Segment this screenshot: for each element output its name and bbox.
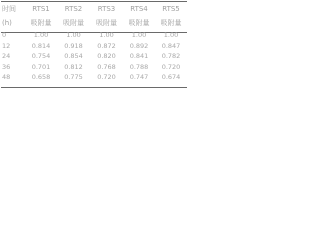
table-cell: 0.658 xyxy=(31,73,51,82)
table-cell: 0.720 xyxy=(161,62,181,71)
table-cell: 12 xyxy=(2,41,11,50)
header-cell: RTS3 xyxy=(97,5,116,13)
table-cell: 0.854 xyxy=(64,52,83,61)
table-cell: 0.720 xyxy=(97,73,116,82)
table-cell: 1.00 xyxy=(33,31,49,39)
table-cell: 1.00 xyxy=(163,31,179,39)
header-cell: (h) xyxy=(2,19,12,27)
header-cell: 吸附量 xyxy=(30,19,52,27)
header-cell: RTS5 xyxy=(162,5,180,13)
header-cell: RTS4 xyxy=(130,5,148,13)
data-table xyxy=(1,2,187,83)
table-cell: 0.872 xyxy=(97,41,116,50)
table-cell: 1.00 xyxy=(66,31,81,39)
table-cell: 24 xyxy=(2,52,11,61)
header-cell: 时间 xyxy=(2,5,16,13)
table-cell: 0.674 xyxy=(161,73,181,82)
header-cell: 吸附量 xyxy=(96,19,117,27)
table-row xyxy=(1,30,187,41)
table-body xyxy=(1,30,187,83)
table-cell: 0.812 xyxy=(64,62,83,71)
table-cell: 0.892 xyxy=(129,41,149,50)
table-cell: 0.841 xyxy=(129,52,149,61)
table-cell: 1.00 xyxy=(131,31,147,39)
table-cell: 0.820 xyxy=(97,52,116,61)
table-cell: 0.768 xyxy=(97,62,116,71)
header-cell: 吸附量 xyxy=(160,19,182,27)
header-cell: RTS2 xyxy=(64,5,83,13)
data-table-figure xyxy=(0,0,188,89)
table-row xyxy=(1,51,187,62)
table-cell: 48 xyxy=(2,73,11,82)
table-cell: 0 xyxy=(2,31,7,39)
table-cell: 0.701 xyxy=(31,62,51,71)
table-cell: 0.814 xyxy=(31,41,51,50)
table-cell: 0.782 xyxy=(161,52,181,61)
header-cell: RTS1 xyxy=(32,5,50,13)
table-cell: 0.847 xyxy=(161,41,181,50)
table-cell: 36 xyxy=(2,62,11,71)
table-cell: 0.747 xyxy=(129,73,149,82)
header-row-2 xyxy=(1,16,187,30)
header-cell: 吸附量 xyxy=(128,19,150,27)
table-row xyxy=(1,72,187,83)
header-cell: 吸附量 xyxy=(63,19,84,27)
table-row xyxy=(1,62,187,73)
table-cell: 0.775 xyxy=(64,73,83,82)
table-bottom-rule xyxy=(1,87,187,88)
table-header xyxy=(1,2,187,30)
header-row-1 xyxy=(1,2,187,16)
table-cell: 1.00 xyxy=(99,31,114,39)
table-cell: 0.754 xyxy=(31,52,51,61)
table-row xyxy=(1,41,187,52)
table-cell: 0.918 xyxy=(64,41,83,50)
table-cell: 0.788 xyxy=(129,62,149,71)
